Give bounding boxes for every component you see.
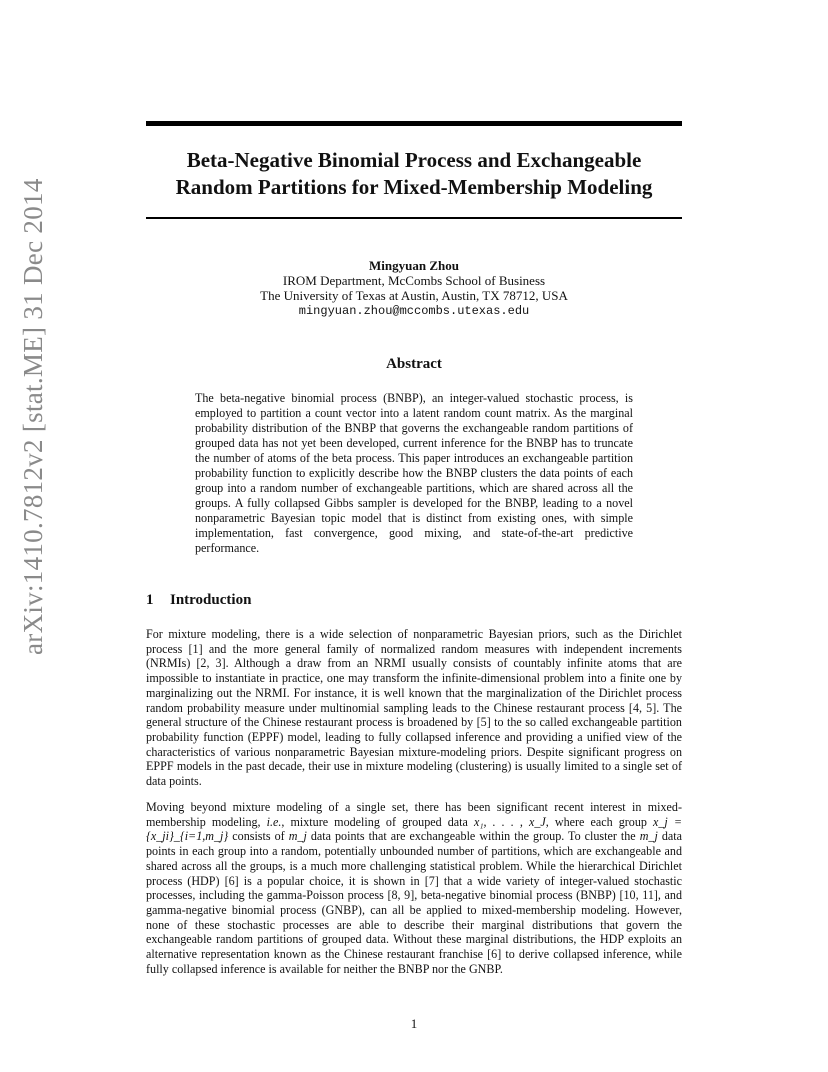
author-name: Mingyuan Zhou xyxy=(369,258,459,273)
citation-link[interactable]: [7] xyxy=(424,873,439,888)
math-expression: x₁, . . . , x_J xyxy=(473,814,546,829)
author-department: IROM Department, McCombs School of Business xyxy=(282,273,546,288)
math-expression: m_j xyxy=(639,829,658,844)
citation-link[interactable]: [1] xyxy=(188,641,203,656)
title-top-rule xyxy=(146,121,682,126)
page-number: 1 xyxy=(410,1016,418,1031)
citation-link[interactable]: [5] xyxy=(476,715,491,730)
citation-link[interactable]: [6] xyxy=(224,873,239,888)
abstract-heading: Abstract xyxy=(386,356,442,372)
section-title: Introduction xyxy=(170,592,252,608)
author-university: The University of Texas at Austin, Austin, TX 78712, USA xyxy=(260,288,568,303)
abstract-text: The beta-negative binomial process (BNBP), an integer-valued stochastic process, is employed to partition a count vector into a latent random count matrix. As the marginal probability distribution of the BNBP that governs the exchangeable random partitions of grouped data has not yet been developed, current inference for the BNBP has to truncate the number of atoms of the beta process. This paper introduces an exchangeable partition probability function to explicitly describe how the BNBP clusters the data points of each group into a random number of exchangeable partitions, which are shared across all the groups. A fully collapsed Gibbs sampler is developed for the BNBP, leading to a novel nonparametric Bayesian topic model that is distinct from existing ones, with simple implementation, fast convergence, good mixing, and state-of-the-art predictive performance. xyxy=(195,391,633,555)
citation-link[interactable]: [4, 5] xyxy=(628,700,657,715)
arxiv-identifier-stamp: arXiv:1410.7812v2 [stat.ME] 31 Dec 2014 xyxy=(18,178,48,655)
author-email[interactable]: mingyuan.zhou@mccombs.utexas.edu xyxy=(298,304,530,318)
section-number: 1 xyxy=(146,592,154,608)
paper-title-line-1: Beta-Negative Binomial Process and Exchangeable xyxy=(186,148,642,172)
intro-paragraph-1: For mixture modeling, there is a wide selection of nonparametric Bayesian priors, such as the Dirichlet process [1] and the more general family of normalized random measures with independent increments (NRMIs) [2, 3]. Although a draw from an NRMI usually consists of countably infinite atoms that are impossible to instantiate in practice, one may transform the infinite-dimensional problem into a finite one by marginalizing out the NRMI. For instance, it is well known that the marginalization of the Dirichlet process random probability measure under multinomial sampling leads to the Chinese restaurant process [4, 5]. The general structure of the Chinese restaurant process is broadened by [5] to the so called exchangeable partition probability function (EPPF) model, leading to fully collapsed inference and providing a unified view of the characteristics of various nonparametric Bayesian mixture-modeling priors. Despite significant progress on EPPF models in the past decade, their use in mixture modeling (clustering) is usually limited to a single set of data points. xyxy=(146,627,682,789)
paper-title-line-2: Random Partitions for Mixed-Membership Modeling xyxy=(175,175,653,199)
citation-link[interactable]: [2, 3] xyxy=(196,656,226,671)
citation-link[interactable]: [8, 9] xyxy=(387,888,415,903)
intro-paragraph-2: Moving beyond mixture modeling of a single set, there has been significant recent interest in mixed-membership modeling, i.e., mixture modeling of grouped data x₁, . . . , x_J, where each group x_j = {x_ji}_{i=1,m_j} consists of m_j data points that are exchangeable within the group. To cluster the m_j data points in each group into a random, potentially unbounded number of partitions, which are exchangeable and shared across all the groups, is a much more challenging statistical problem. While the hierarchical Dirichlet process (HDP) [6] is a popular choice, it is shown in [7] that a wide variety of integer-valued stochastic processes, including the gamma-Poisson process [8, 9], beta-negative binomial process (BNBP) [10, 11], and gamma-negative binomial process (GNBP), can all be applied to mixed-membership modeling. However, none of these stochastic processes are able to describe their marginal distributions that govern the exchangeable random partitions of grouped data. Without these marginal distributions, the HDP exploits an alternative representation known as the Chinese restaurant franchise [6] to derive collapsed inference, while fully collapsed inference is available for neither the BNBP nor the GNBP. xyxy=(146,800,683,976)
title-bottom-rule xyxy=(146,217,682,219)
math-expression: m_j xyxy=(288,829,307,844)
citation-link[interactable]: [6] xyxy=(487,947,502,962)
section-heading xyxy=(146,591,251,609)
citation-link[interactable]: [10, 11] xyxy=(619,888,658,903)
math-expression: x_j = {x_ji}_{i=1,m_j} xyxy=(146,814,683,844)
